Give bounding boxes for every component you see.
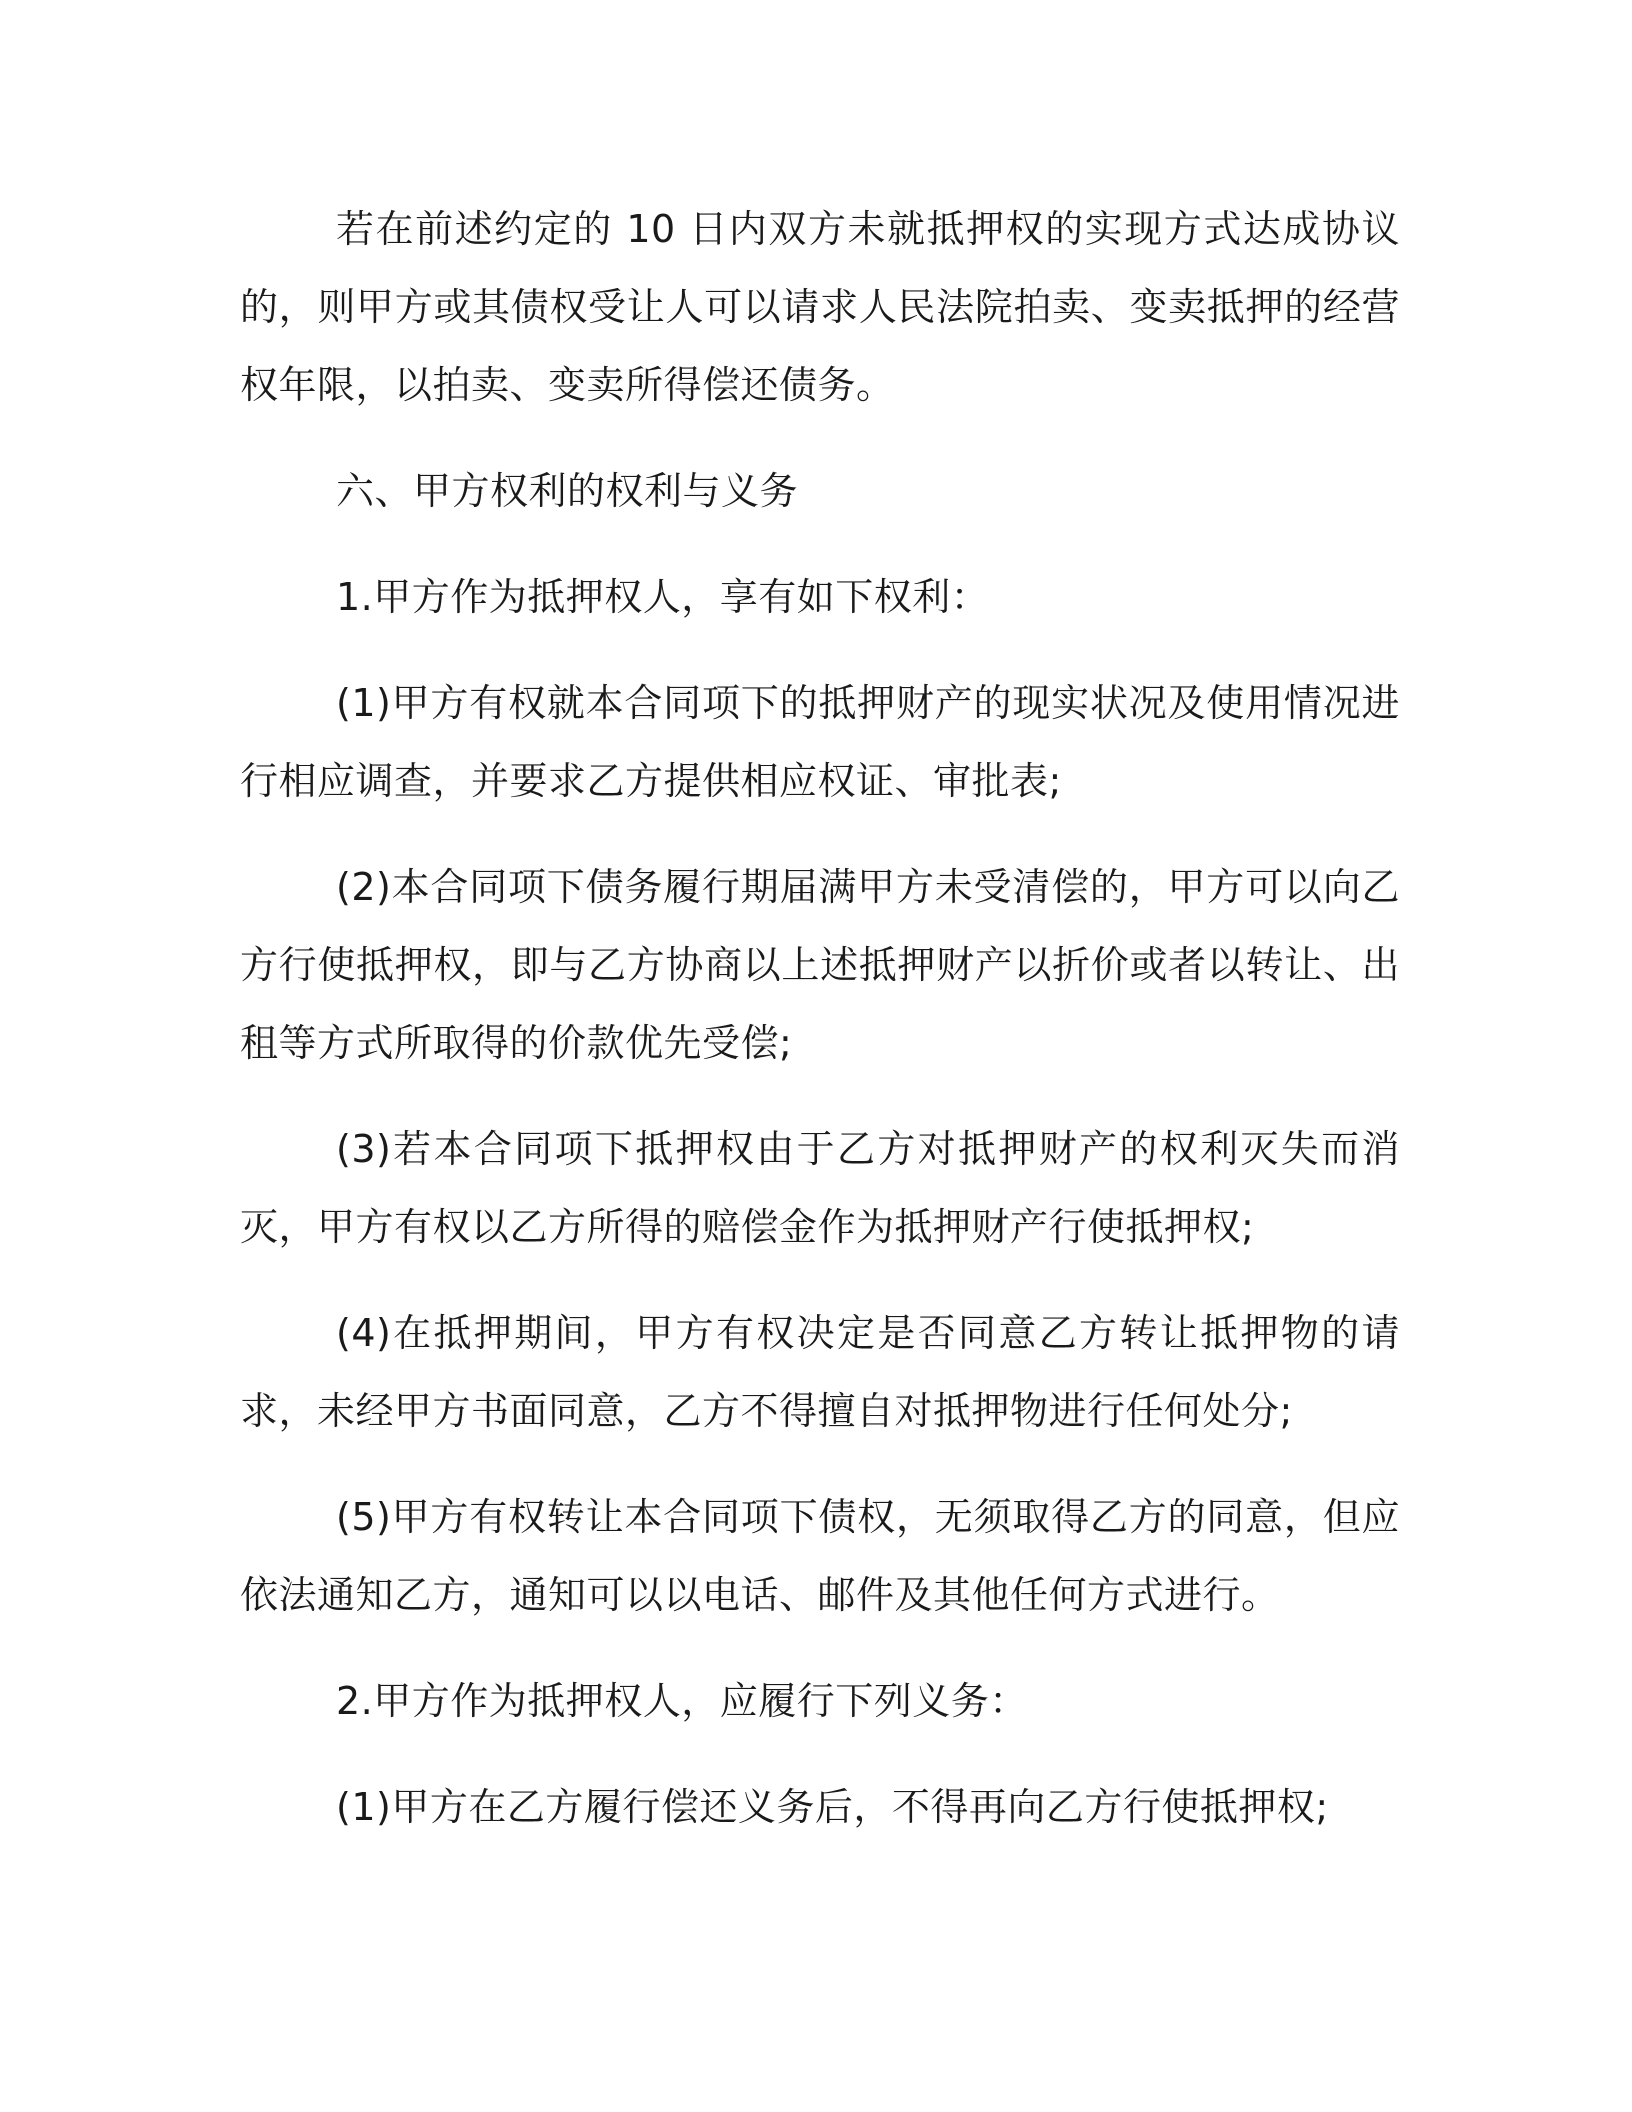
subsection-rights-intro: 1.甲方作为抵押权人，享有如下权利： (336, 575, 990, 619)
right-item-4: (4)在抵押期间，甲方有权决定是否同意乙方转让抵押物的请求，未经甲方书面同意，乙方不得擅自对抵押物进行任何处分; (240, 1311, 1400, 1433)
right-item-3: (3)若本合同项下抵押权由于乙方对抵押财产的权利灭失而消灭，甲方有权以乙方所得的赔偿金作为抵押财产行使抵押权; (240, 1127, 1400, 1249)
right-item-1: (1)甲方有权就本合同项下的抵押财产的现实状况及使用情况进行相应调查，并要求乙方提供相应权证、审批表; (240, 681, 1400, 803)
paragraph-mortgage-realization: 若在前述约定的 10 日内双方未就抵押权的实现方式达成协议的，则甲方或其债权受让人可以请求人民法院拍卖、变卖抵押的经营权年限，以拍卖、变卖所得偿还债务。 (240, 207, 1400, 407)
right-item-5: (5)甲方有权转让本合同项下债权，无须取得乙方的同意，但应依法通知乙方，通知可以以电话、邮件及其他任何方式进行。 (240, 1495, 1400, 1617)
section-heading-party-a-rights: 六、甲方权利的权利与义务 (336, 469, 799, 513)
subsection-obligations-intro: 2.甲方作为抵押权人，应履行下列义务： (336, 1679, 1028, 1723)
obligation-item-1: (1)甲方在乙方履行偿还义务后，不得再向乙方行使抵押权; (336, 1785, 1329, 1829)
document-body (240, 190, 1400, 1874)
right-item-2: (2)本合同项下债务履行期届满甲方未受清偿的，甲方可以向乙方行使抵押权，即与乙方协商以上述抵押财产以折价或者以转让、出租等方式所取得的价款优先受偿; (240, 865, 1400, 1065)
